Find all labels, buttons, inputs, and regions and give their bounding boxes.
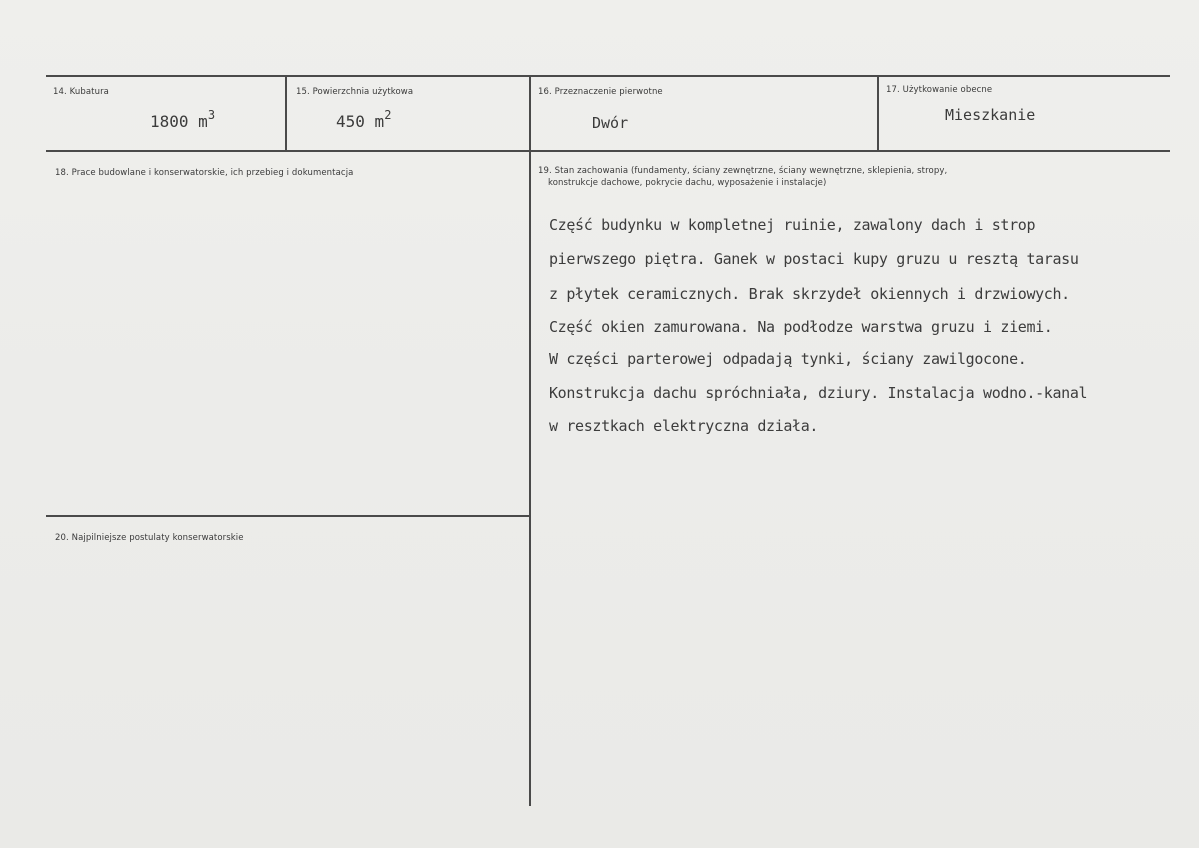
field-17-label: 17. Użytkowanie obecne	[886, 85, 993, 95]
field-16-label: 16. Przeznaczenie pierwotne	[538, 87, 663, 97]
top-rule	[46, 75, 1170, 77]
row-separator-rule	[46, 150, 1170, 152]
field-20-label: 20. Najpilniejsze postulaty konserwatorskie	[55, 533, 244, 543]
field-14-value	[150, 108, 216, 131]
field-19-text-line: pierwszego piętra. Ganek w postaci kupy gruzu u resztą tarasu	[549, 250, 1079, 268]
column-divider-3	[877, 76, 879, 151]
field-18-label: 18. Prace budowlane i konserwatorskie, ich przebieg i dokumentacja	[55, 168, 354, 178]
field-15-unit: m	[374, 112, 385, 131]
column-divider-main	[529, 76, 531, 806]
field-19-text-line: W części parterowej odpadają tynki, ściany zawilgocone.	[549, 350, 1027, 368]
field-16-value: Dwór	[592, 114, 629, 132]
field-14-number: 1800	[150, 112, 189, 131]
field-19-label-line-2: konstrukcje dachowe, pokrycie dachu, wyposażenie i instalacje)	[548, 178, 827, 188]
field-19-text-line: Część okien zamurowana. Na podłodze warstwa gruzu i ziemi.	[549, 318, 1053, 336]
field-15-unit-exponent: 2	[384, 108, 392, 122]
field-19-text-line: w resztkach elektryczna działa.	[549, 417, 819, 435]
field-17-value: Mieszkanie	[945, 106, 1036, 124]
field-15-value	[336, 108, 392, 131]
section-18-20-divider	[46, 515, 529, 517]
field-19-label-line-1: 19. Stan zachowania (fundamenty, ściany zewnętrzne, ściany wewnętrzne, sklepienia, stropy,	[538, 166, 948, 176]
field-14-unit-exponent: 3	[207, 108, 216, 122]
field-19-text-line: Część budynku w kompletnej ruinie, zawalony dach i strop	[549, 216, 1036, 234]
field-15-number: 450	[336, 112, 365, 131]
field-19-text-line: z płytek ceramicznych. Brak skrzydeł okiennych i drzwiowych.	[549, 285, 1070, 303]
field-19-text-line: Konstrukcja dachu spróchniała, dziury. Instalacja wodno.-kanal	[549, 384, 1088, 402]
field-14-label: 14. Kubatura	[53, 87, 109, 97]
field-14-unit: m	[198, 112, 208, 131]
field-15-label: 15. Powierzchnia użytkowa	[296, 87, 414, 97]
column-divider-1	[285, 76, 287, 151]
